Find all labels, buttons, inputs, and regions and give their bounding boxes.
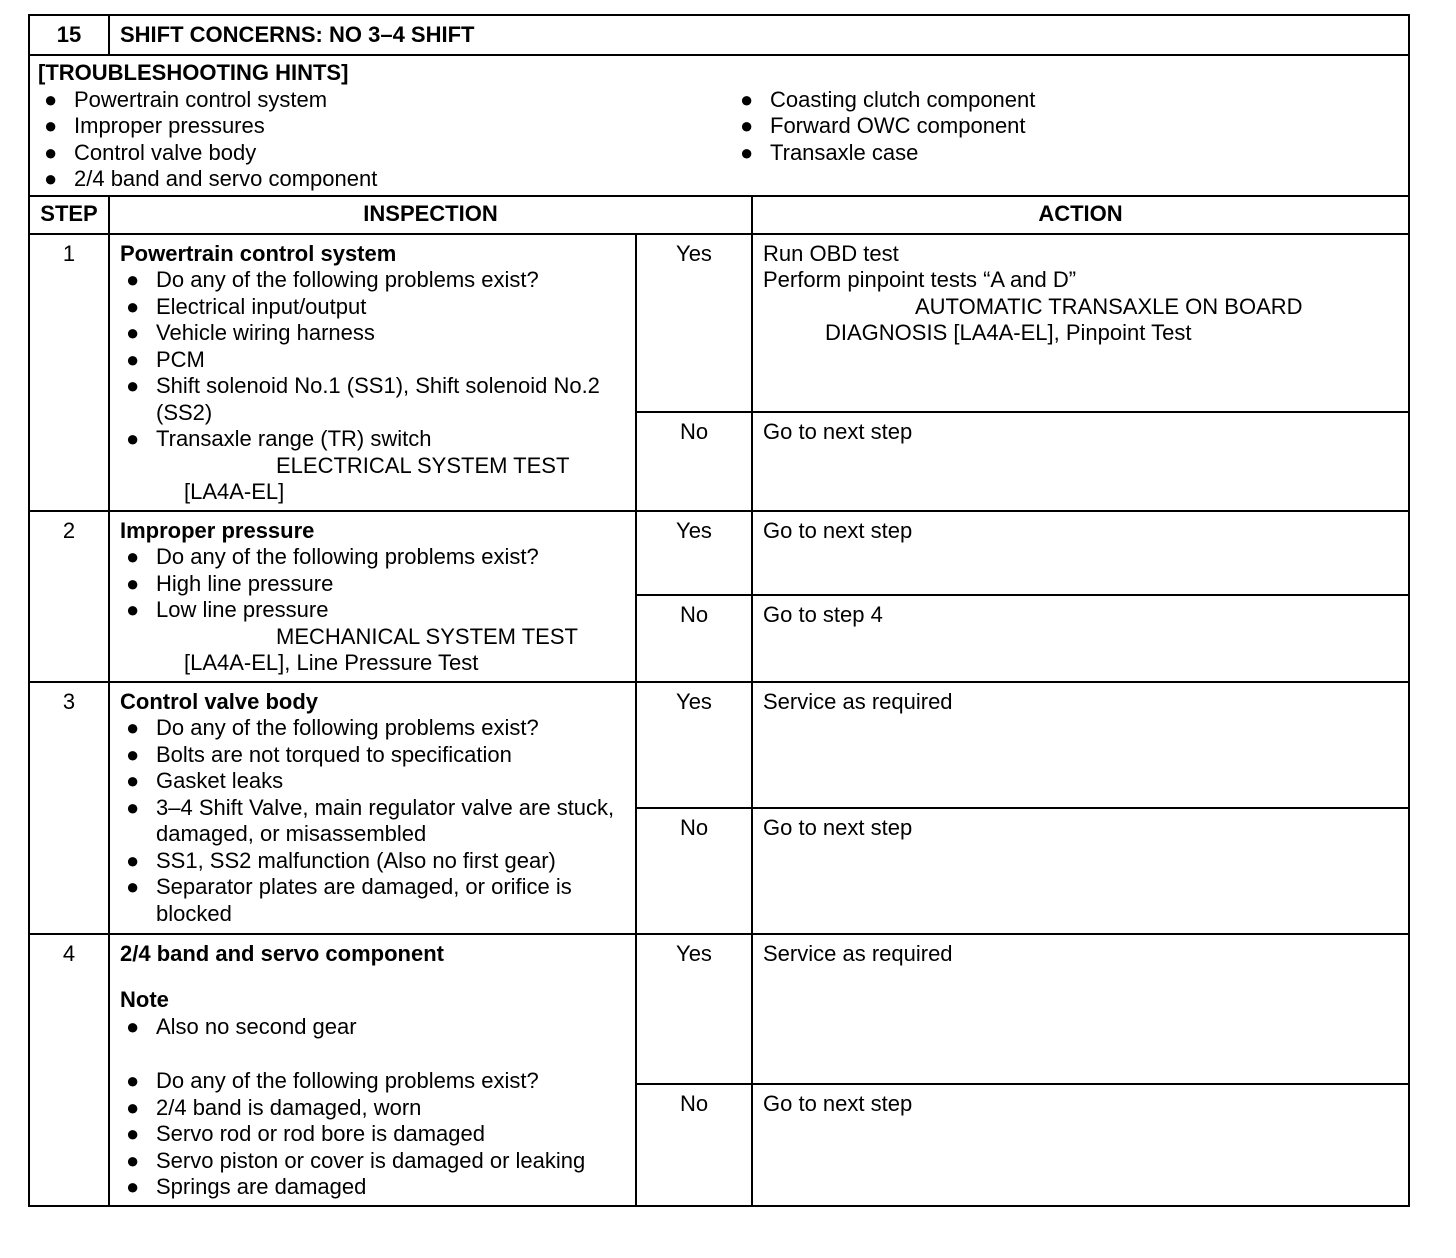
inspection-column-header: INSPECTION bbox=[109, 196, 752, 234]
list-item: ● Separator plates are damaged, or orifice is blocked bbox=[126, 874, 572, 926]
no-action: Go to step 4 bbox=[752, 595, 1409, 682]
reference-text: [LA4A-EL] bbox=[184, 479, 285, 504]
no-label: No bbox=[636, 808, 752, 934]
list-item: ● Springs are damaged bbox=[126, 1174, 367, 1199]
list-item: ● High line pressure bbox=[126, 570, 334, 596]
list-item: ● Do any of the following problems exist? bbox=[126, 715, 539, 740]
note-label: Note bbox=[120, 987, 169, 1012]
step-title: Improper pressure bbox=[120, 517, 315, 543]
concern-number: 15 bbox=[29, 15, 109, 55]
yes-action: Service as required bbox=[752, 682, 1409, 808]
list-item: ● Improper pressures bbox=[44, 113, 265, 138]
hints-row bbox=[29, 55, 1409, 196]
column-header-row bbox=[29, 196, 1409, 234]
action-column-header: ACTION bbox=[752, 196, 1409, 234]
no-action: Go to next step bbox=[752, 412, 1409, 510]
list-item: ● Also no second gear bbox=[126, 1013, 357, 1039]
step-title: Control valve body bbox=[120, 688, 319, 714]
reference-text: MECHANICAL SYSTEM TEST bbox=[276, 623, 578, 649]
reference-text: ELECTRICAL SYSTEM TEST bbox=[276, 452, 570, 478]
step-inspection bbox=[109, 511, 636, 682]
hints-title: [TROUBLESHOOTING HINTS] bbox=[38, 60, 349, 85]
no-label: No bbox=[636, 595, 752, 682]
reference-text: DIAGNOSIS [LA4A-EL], Pinpoint Test bbox=[825, 320, 1192, 345]
step-inspection bbox=[109, 934, 636, 1206]
step-3-yes-row bbox=[29, 682, 1409, 808]
list-item: ● Control valve body bbox=[44, 139, 257, 165]
list-item: ● PCM bbox=[126, 346, 205, 372]
step-title: 2/4 band and servo component bbox=[120, 940, 444, 966]
no-action: Go to next step bbox=[752, 1084, 1409, 1206]
diagnostic-page bbox=[28, 14, 1408, 1207]
yes-label: Yes bbox=[636, 511, 752, 595]
yes-label: Yes bbox=[636, 234, 752, 413]
list-item: ● 2/4 band is damaged, worn bbox=[126, 1094, 422, 1120]
step-4-yes-row bbox=[29, 934, 1409, 1084]
diagnostic-table bbox=[28, 14, 1410, 1207]
list-item: ● Servo piston or cover is damaged or leaking bbox=[126, 1147, 586, 1173]
list-item: ● Servo rod or rod bore is damaged bbox=[126, 1121, 485, 1146]
table-header-row bbox=[29, 15, 1409, 55]
step-inspection bbox=[109, 682, 636, 934]
list-item: ● 3–4 Shift Valve, main regulator valve are stuck, damaged, or misassembled bbox=[126, 794, 615, 846]
list-item: ● 2/4 band and servo component bbox=[44, 166, 378, 191]
list-item: ● Do any of the following problems exist? bbox=[126, 544, 539, 569]
step-number: 4 bbox=[29, 934, 109, 1206]
step-2-yes-row bbox=[29, 511, 1409, 595]
list-item: ● SS1, SS2 malfunction (Also no first gear) bbox=[126, 847, 556, 873]
list-item: ● Transaxle range (TR) switch bbox=[126, 426, 432, 451]
list-item: ● Gasket leaks bbox=[126, 768, 284, 793]
hints-left-list bbox=[38, 87, 704, 193]
list-item: ● Transaxle case bbox=[740, 139, 919, 165]
list-item: ● Bolts are not torqued to specification bbox=[126, 741, 512, 767]
step-title: Powertrain control system bbox=[120, 240, 397, 266]
step-column-header: STEP bbox=[29, 196, 109, 234]
step-inspection bbox=[109, 234, 636, 511]
reference-text: AUTOMATIC TRANSAXLE ON BOARD bbox=[915, 293, 1303, 319]
step-number: 3 bbox=[29, 682, 109, 934]
list-item: ● Shift solenoid No.1 (SS1), Shift solenoid No.2 (SS2) bbox=[126, 373, 600, 425]
no-label: No bbox=[636, 412, 752, 510]
list-item: ● Powertrain control system bbox=[44, 86, 328, 112]
step-number: 1 bbox=[29, 234, 109, 511]
list-item: ● Electrical input/output bbox=[126, 293, 367, 319]
list-item: ● Forward OWC component bbox=[740, 113, 1026, 138]
list-item: ● Do any of the following problems exist? bbox=[126, 1068, 539, 1093]
concern-title: SHIFT CONCERNS: NO 3–4 SHIFT bbox=[109, 15, 1409, 55]
yes-action: Go to next step bbox=[752, 511, 1409, 595]
list-item: ● Do any of the following problems exist? bbox=[126, 267, 539, 292]
no-label: No bbox=[636, 1084, 752, 1206]
reference-text: [LA4A-EL], Line Pressure Test bbox=[184, 650, 479, 675]
yes-label: Yes bbox=[636, 682, 752, 808]
step-1-yes-row bbox=[29, 234, 1409, 413]
yes-action: Run OBD test Perform pinpoint tests “A and D” AUTOMATIC TRANSAXLE ON BOARD DIAGNOSIS [LA4A-EL], Pinpoint Test bbox=[752, 234, 1409, 413]
list-item: ● Low line pressure bbox=[126, 597, 329, 622]
yes-label: Yes bbox=[636, 934, 752, 1084]
list-item: ● Vehicle wiring harness bbox=[126, 320, 375, 345]
hints-right-list bbox=[704, 87, 1400, 193]
yes-action: Service as required bbox=[752, 934, 1409, 1084]
no-action: Go to next step bbox=[752, 808, 1409, 934]
troubleshooting-hints bbox=[29, 55, 1409, 196]
step-number: 2 bbox=[29, 511, 109, 682]
list-item: ● Coasting clutch component bbox=[740, 86, 1036, 112]
